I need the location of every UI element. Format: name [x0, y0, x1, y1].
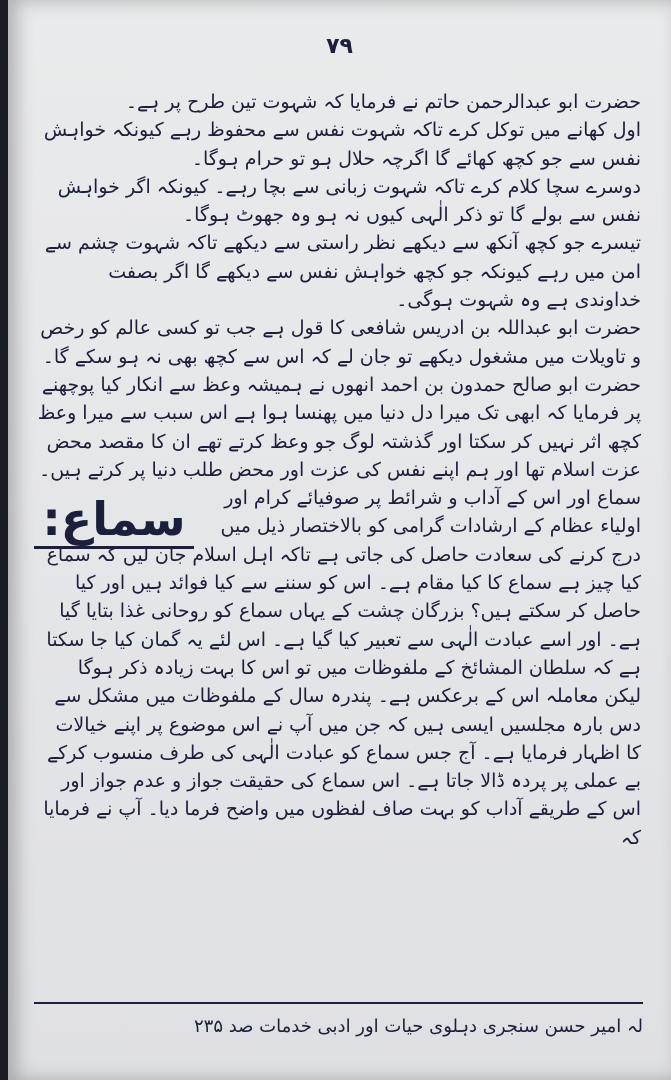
page-number: ۷۹: [326, 34, 353, 59]
section-text: درج کرنے کی سعادت حاصل کی جاتی ہے تاکہ اہل اسلام جان لیں کہ سماع کیا چیز ہے سماع کا کیا مقام ہے۔ اس کو سننے سے کیا فوائد ہیں اور کیا حاصل کر سکتے ہیں؟ بزرگان چشت کے یہاں سماع کو روحانی غذا بتایا گیا ہے۔ اور اسے عبادت الٰہی سے تعبیر کیا گیا ہے۔ اس لئے یہ گمان کیا جا سکتا ہے کہ سلطان المشائخ کے ملفوظات میں تو اس کا بہت زیادہ ذکر ہوگا لیکن معاملہ اس کے برعکس ہے۔ پندرہ سال کے ملفوظات میں مشکل سے دس بارہ مجلسیں ایسی ہیں کہ جن میں آپ نے اس موضوع پر اپنے خیالات کا اظہار فرمایا ہے۔ آج جس سماع کو عبادت الٰہی کی طرف منسوب کرکے بے عملی پر پردہ ڈالا جاتا ہے۔ اس سماع کی حقیقت جواز و عدم جواز اور اس کے طریقے آداب کو بہت صاف لفظوں میں واضح فرما دیا۔ آپ نے فرمایا کہ: [43, 543, 641, 849]
paragraph: حضرت ابو عبدالرحمن حاتم نے فرمایا کہ شہوت تین طرح پر ہے۔: [125, 91, 641, 113]
book-page: [8, 0, 671, 1080]
paragraph: حضرت ابو صالح حمدون بن احمد انھوں نے ہمیشہ وعظ سے انکار کیا پوچھنے پر فرمایا کہ ابھی تک میرا دل دنیا میں پھنسا ہوا ہے اس سبب سے میرا وعظ کچھ اثر نہیں کر سکتا اور گذشتہ لوگ جو وعظ کرتے تھے ان کا مقصد محض عزت اسلام تھا اور ہم اپنے نفس کی عزت اور محض طلب دنیا پر کرتے ہیں۔: [37, 373, 641, 481]
paragraph: اول کھانے میں توکل کرے تاکہ شہوت نفس سے محفوظ رہے کیونکہ خواہش نفس سے جو کچھ کھائے گا اگرچہ حلال ہو تو حرام ہوگا۔: [43, 119, 641, 170]
footnote-divider: [34, 1002, 643, 1004]
section-heading: سماع:: [34, 492, 194, 549]
paragraph: حضرت ابو عبداللہ بن ادریس شافعی کا قول ہے جب تو کسی عالم کو رخص و تاویلات میں مشغول دیکھے تو جان لے کہ اس سے کچھ بھی نہ ہو سکے گا۔: [40, 317, 641, 368]
paragraph: تیسرے جو کچھ آنکھ سے دیکھے نظر راستی سے دیکھے تاکہ شہوت چشم سے امن میں رہے کیونکہ جو کچھ خواہش نفس سے دیکھے گا اگر بصفت خداوندی ہے وہ شہوت ہوگی۔: [44, 232, 641, 312]
footnote: لہ امیر حسن سنجری دہلوی حیات اور ادبی خدمات صد ۲۳۵: [193, 1016, 643, 1037]
page-body: [36, 88, 641, 852]
section-intro: سماع اور اس کے آداب و شرائط پر صوفیائے کرام اور اولیاء عظام کے ارشادات گرامی کو بالاختصار ذیل میں: [220, 487, 641, 538]
paragraph: دوسرے سچا کلام کرے تاکہ شہوت زبانی سے بچا رہے۔ کیونکہ اگر خواہش نفس سے بولے گا تو ذکر الٰہی کیوں نہ ہو وہ جھوٹ ہوگا۔: [57, 175, 641, 227]
